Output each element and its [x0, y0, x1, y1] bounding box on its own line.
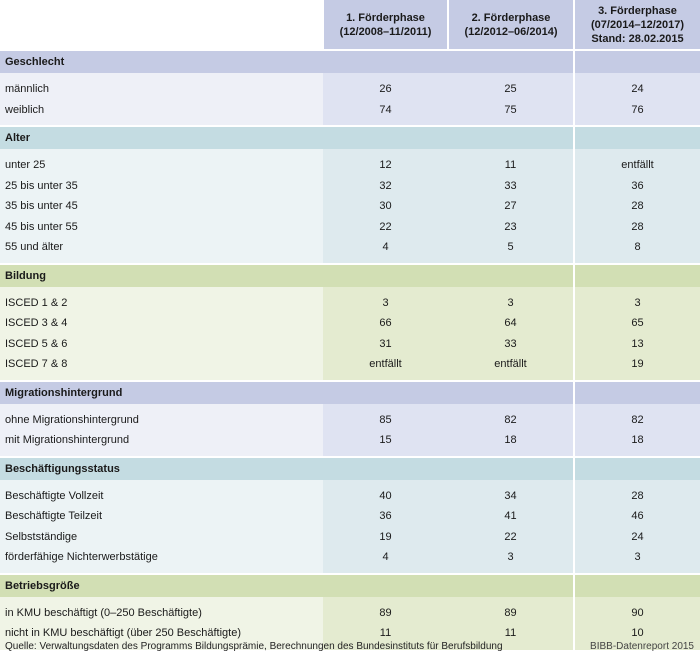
row-label: unter 25	[0, 155, 323, 176]
header-phase-1-period: (12/2008–11/2011)	[339, 25, 432, 38]
row-label: 55 und älter	[0, 237, 323, 258]
value-cell-phase-1: 85	[323, 410, 448, 431]
table-row	[0, 313, 700, 334]
value-cell-phase-3: 90	[574, 603, 700, 624]
value-cell-phase-2: 11	[448, 623, 574, 644]
section-header-fill	[574, 381, 700, 404]
value-cell-phase-1: 26	[323, 79, 448, 100]
table-row	[0, 354, 700, 375]
value-cell-phase-1: 4	[323, 237, 448, 258]
header-phase-1-title: 1. Förderphase	[346, 11, 425, 24]
value-cell-phase-1: 31	[323, 334, 448, 355]
value-cell-phase-3: 13	[574, 334, 700, 355]
value-cell-phase-1: 11	[323, 623, 448, 644]
row-label: ISCED 3 & 4	[0, 313, 323, 334]
value-cell-phase-1: 4	[323, 547, 448, 568]
row-label: männlich	[0, 79, 323, 100]
value-cell-phase-3: 19	[574, 354, 700, 375]
row-label: weiblich	[0, 100, 323, 121]
section-header	[0, 264, 700, 287]
value-cell-phase-3: 8	[574, 237, 700, 258]
section-header-fill	[574, 457, 700, 480]
row-label: förderfähige Nichterwerbstätige	[0, 547, 323, 568]
header-phase-2-period: (12/2012–06/2014)	[464, 25, 558, 38]
value-cell-phase-1: 89	[323, 603, 448, 624]
value-cell-phase-2: 5	[448, 237, 574, 258]
value-cell-phase-2: 33	[448, 176, 574, 197]
row-label: Beschäftigte Vollzeit	[0, 486, 323, 507]
section-header-fill	[574, 50, 700, 73]
header-row	[0, 0, 700, 50]
table-row	[0, 603, 700, 624]
header-phase-3-title: 3. Förderphase	[598, 4, 677, 17]
value-cell-phase-2: 34	[448, 486, 574, 507]
value-cell-phase-1: entfällt	[323, 354, 448, 375]
section-title: Geschlecht	[0, 50, 574, 73]
value-cell-phase-3: 10	[574, 623, 700, 644]
section-header-fill	[574, 574, 700, 597]
value-cell-phase-2: 82	[448, 410, 574, 431]
section-title: Migrationshintergrund	[0, 381, 574, 404]
value-cell-phase-2: 75	[448, 100, 574, 121]
value-cell-phase-3: 36	[574, 176, 700, 197]
row-label: Selbstständige	[0, 527, 323, 548]
value-cell-phase-1: 66	[323, 313, 448, 334]
table-row	[0, 410, 700, 431]
section-title: Bildung	[0, 264, 574, 287]
value-cell-phase-3: 65	[574, 313, 700, 334]
value-cell-phase-1: 15	[323, 430, 448, 451]
table-row	[0, 430, 700, 451]
table-row	[0, 547, 700, 568]
table-row	[0, 217, 700, 238]
value-cell-phase-3: 28	[574, 486, 700, 507]
row-label: 45 bis unter 55	[0, 217, 323, 238]
publication-brand: BIBB-Datenreport 2015	[590, 641, 694, 652]
section-header-fill	[574, 264, 700, 287]
value-cell-phase-2: 18	[448, 430, 574, 451]
header-empty-cell	[0, 0, 323, 50]
value-cell-phase-1: 19	[323, 527, 448, 548]
value-cell-phase-2: 3	[448, 547, 574, 568]
value-cell-phase-2: 11	[448, 155, 574, 176]
value-cell-phase-3: 76	[574, 100, 700, 121]
header-phase-3-period: (07/2014–12/2017)	[591, 18, 684, 31]
table-row	[0, 196, 700, 217]
section-header	[0, 381, 700, 404]
value-cell-phase-2: 27	[448, 196, 574, 217]
header-phase-3-status: Stand: 28.02.2015	[591, 32, 684, 45]
value-cell-phase-2: 89	[448, 603, 574, 624]
section-header	[0, 457, 700, 480]
value-cell-phase-1: 40	[323, 486, 448, 507]
value-cell-phase-2: 64	[448, 313, 574, 334]
row-label: nicht in KMU beschäftigt (über 250 Beschäftigte)	[0, 623, 323, 644]
table-row	[0, 237, 700, 258]
table-row	[0, 100, 700, 121]
value-cell-phase-3: 46	[574, 506, 700, 527]
header-phase-3	[574, 0, 700, 50]
section-header-fill	[574, 126, 700, 149]
row-label: mit Migrationshintergrund	[0, 430, 323, 451]
section-title: Beschäftigungsstatus	[0, 457, 574, 480]
value-cell-phase-3: 3	[574, 293, 700, 314]
table-row	[0, 334, 700, 355]
row-label: Beschäftigte Teilzeit	[0, 506, 323, 527]
value-cell-phase-1: 32	[323, 176, 448, 197]
value-cell-phase-1: 74	[323, 100, 448, 121]
value-cell-phase-3: 28	[574, 196, 700, 217]
row-label: 25 bis unter 35	[0, 176, 323, 197]
row-label: ISCED 7 & 8	[0, 354, 323, 375]
value-cell-phase-3: 24	[574, 527, 700, 548]
table-row	[0, 176, 700, 197]
value-cell-phase-2: 22	[448, 527, 574, 548]
table-row	[0, 527, 700, 548]
header-phase-2-title: 2. Förderphase	[471, 11, 551, 24]
value-cell-phase-3: 18	[574, 430, 700, 451]
source-note: Quelle: Verwaltungsdaten des Programms Bildungsprämie, Berechnungen des Bundesinstituts für Berufsbildung	[5, 641, 503, 652]
value-cell-phase-2: 33	[448, 334, 574, 355]
row-label: ISCED 5 & 6	[0, 334, 323, 355]
table-body	[0, 50, 700, 650]
header-phase-1	[323, 0, 448, 50]
value-cell-phase-3: 24	[574, 79, 700, 100]
value-cell-phase-3: 82	[574, 410, 700, 431]
value-cell-phase-1: 3	[323, 293, 448, 314]
value-cell-phase-1: 30	[323, 196, 448, 217]
value-cell-phase-3: 28	[574, 217, 700, 238]
row-label: in KMU beschäftigt (0–250 Beschäftigte)	[0, 603, 323, 624]
value-cell-phase-1: 36	[323, 506, 448, 527]
row-label: ohne Migrationshintergrund	[0, 410, 323, 431]
table-row	[0, 79, 700, 100]
header-phase-2	[448, 0, 574, 50]
value-cell-phase-2: 41	[448, 506, 574, 527]
section-title: Betriebsgröße	[0, 574, 574, 597]
value-cell-phase-2: 23	[448, 217, 574, 238]
value-cell-phase-2: entfällt	[448, 354, 574, 375]
table-row	[0, 293, 700, 314]
table-row	[0, 486, 700, 507]
table-row	[0, 506, 700, 527]
value-cell-phase-3: entfällt	[574, 155, 700, 176]
value-cell-phase-1: 12	[323, 155, 448, 176]
table-row	[0, 155, 700, 176]
value-cell-phase-3: 3	[574, 547, 700, 568]
section-title: Alter	[0, 126, 574, 149]
section-header	[0, 50, 700, 73]
row-label: ISCED 1 & 2	[0, 293, 323, 314]
row-label: 35 bis unter 45	[0, 196, 323, 217]
section-header	[0, 126, 700, 149]
section-header	[0, 574, 700, 597]
value-cell-phase-2: 3	[448, 293, 574, 314]
value-cell-phase-1: 22	[323, 217, 448, 238]
value-cell-phase-2: 25	[448, 79, 574, 100]
